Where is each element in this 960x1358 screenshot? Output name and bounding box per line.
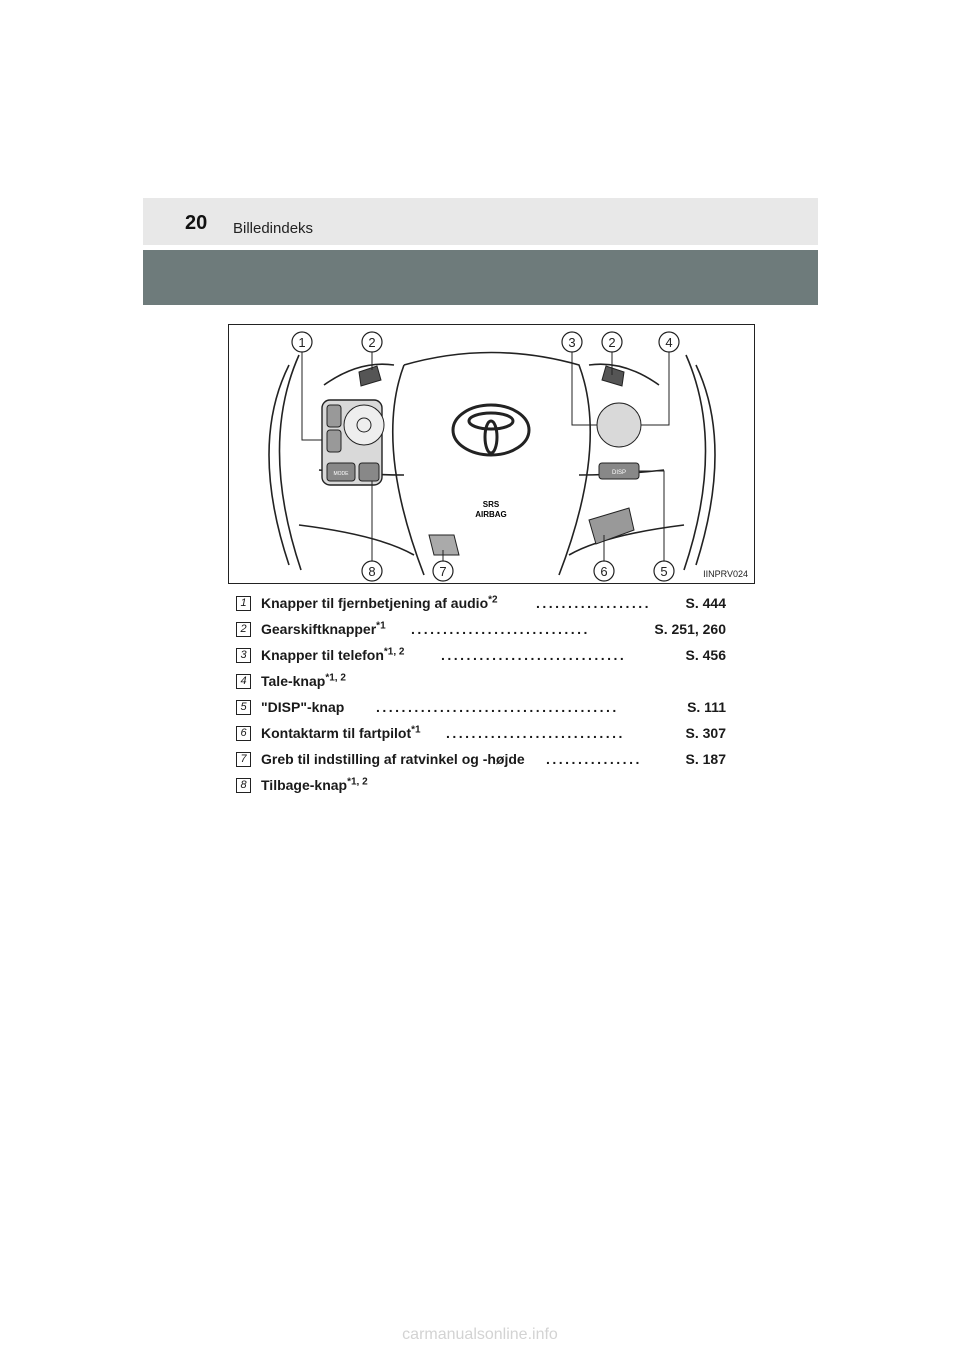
item-number: 8 bbox=[236, 778, 251, 793]
item-label: "DISP"-knap bbox=[261, 699, 345, 715]
callout-6: 6 bbox=[600, 564, 608, 579]
dot-leader: ............................ bbox=[411, 621, 590, 637]
dot-leader: ............... bbox=[546, 751, 642, 767]
page-reference[interactable]: S. 111 bbox=[687, 699, 726, 715]
page-reference[interactable]: S. 444 bbox=[685, 595, 726, 611]
item-number: 5 bbox=[236, 700, 251, 715]
callout-1: 1 bbox=[298, 335, 306, 350]
callout-2b: 2 bbox=[608, 335, 616, 350]
dot-leader: ............................. bbox=[441, 647, 627, 663]
item-number: 7 bbox=[236, 752, 251, 767]
watermark: carmanualsonline.info bbox=[402, 1326, 558, 1343]
callout-2: 2 bbox=[368, 335, 376, 350]
dot-leader: ...................................... bbox=[376, 699, 619, 715]
item-number: 6 bbox=[236, 726, 251, 741]
legend-item bbox=[236, 720, 726, 746]
page-reference[interactable]: S. 307 bbox=[685, 725, 726, 741]
airbag-label-srs: SRS bbox=[482, 500, 500, 509]
item-number: 1 bbox=[236, 596, 251, 611]
steering-wheel-illustration bbox=[229, 325, 755, 584]
item-label: Tale-knap$^{*1, 2}$ bbox=[261, 672, 346, 689]
callout-5: 5 bbox=[660, 564, 668, 579]
legend-item bbox=[236, 694, 726, 720]
page-reference[interactable]: S. 187 bbox=[685, 751, 726, 767]
item-number: 4 bbox=[236, 674, 251, 689]
item-label: Gearskiftknapper$^{*1}$ bbox=[261, 620, 386, 637]
legend-item bbox=[236, 590, 726, 616]
disp-button-label: DISP bbox=[611, 470, 627, 476]
legend-item bbox=[236, 746, 726, 772]
item-label: Tilbage-knap$^{*1, 2}$ bbox=[261, 776, 368, 793]
steering-wheel-figure bbox=[228, 324, 755, 584]
section-title: Billedindeks bbox=[233, 220, 314, 237]
dot-leader: .................. bbox=[536, 595, 652, 611]
callout-3: 3 bbox=[568, 335, 576, 350]
mode-button-label: MODE bbox=[333, 471, 349, 477]
page-number: 20 bbox=[185, 212, 208, 234]
callout-7: 7 bbox=[439, 564, 447, 579]
callout-4: 4 bbox=[665, 335, 673, 350]
airbag-label-airbag: AIRBAG bbox=[475, 510, 507, 519]
item-label: Knapper til telefon$^{*1, 2}$ bbox=[261, 646, 405, 663]
dot-leader: ............................ bbox=[446, 725, 625, 741]
legend-list bbox=[236, 590, 726, 798]
legend-item bbox=[236, 642, 726, 668]
item-label: Kontaktarm til fartpilot$^{*1}$ bbox=[261, 724, 421, 741]
figure-code: IINPRV024 bbox=[703, 569, 748, 579]
legend-item bbox=[236, 668, 726, 694]
page-reference[interactable]: S. 251, 260 bbox=[654, 621, 726, 637]
legend-item bbox=[236, 772, 726, 798]
item-number: 3 bbox=[236, 648, 251, 663]
callout-8: 8 bbox=[368, 564, 376, 579]
section-band bbox=[143, 250, 818, 305]
item-number: 2 bbox=[236, 622, 251, 637]
legend-item bbox=[236, 616, 726, 642]
item-label: Knapper til fjernbetjening af audio$^{*2}$ bbox=[261, 594, 498, 611]
item-label: Greb til indstilling af ratvinkel og -højde bbox=[261, 751, 525, 767]
page-reference[interactable]: S. 456 bbox=[685, 647, 726, 663]
